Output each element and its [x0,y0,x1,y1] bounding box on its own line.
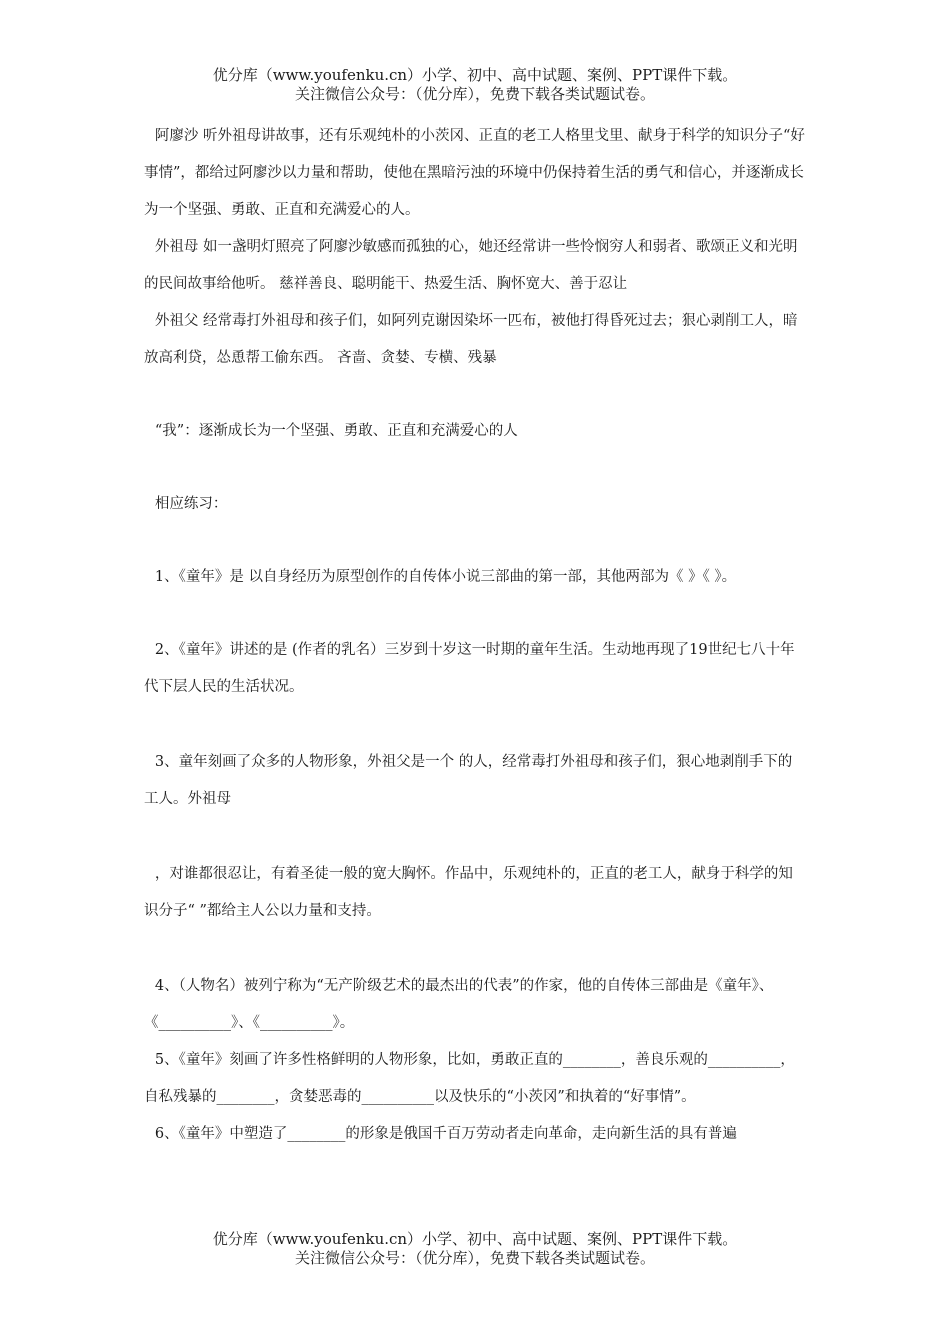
paragraph-grandmother: 外祖母 如一盏明灯照亮了阿廖沙敏感而孤独的心，她还经常讲一些怜悯穷人和弱者、歌颂正义和光明的民间故事给他听。 慈祥善良、聪明能干、热爱生活、胸怀宽大、善于忍让 [144,239,798,292]
question-1: 1、《童年》是 以自身经历为原型创作的自传体小说三部曲的第一部，其他两部为《 》《 》。 [154,569,737,585]
footer-line-2: 关注微信公众号：（优分库），免费下载各类试题试卷。 [294,1249,655,1267]
paragraph-alyosha-helpers: 阿廖沙 听外祖母讲故事，还有乐观纯朴的小茨冈、正直的老工人格里戈里、献身于科学的知识分子“好事情”，都给过阿廖沙以力量和帮助，使他在黑暗污浊的环境中仍保持着生活的勇气和信心，并逐渐成长为一个坚强、勇敢、正直和充满爱心的人。 [144,128,805,218]
header-line-2: 关注微信公众号：（优分库），免费下载各类试题试卷。 [294,85,655,103]
question-4: 4、（人物名）被列宁称为“无产阶级艺术的最杰出的代表”的作家，他的自传体三部曲是《童年》、《__________》、《__________》。 [144,978,774,1031]
question-3-part-1: 3、童年刻画了众多的人物形象，外祖父是一个 的人，经常毒打外祖母和孩子们，狠心地剥削手下的工人。外祖母 [144,754,793,807]
header-line-1: 优分库（www.youfenku.cn）小学、初中、高中试题、案例、PPT课件下载。 [212,66,738,84]
document-body [144,118,806,1153]
question-2: 2、《童年》讲述的是 (作者的乳名）三岁到十岁这一时期的童年生活。生动地再现了19世纪七八十年代下层人民的生活状况。 [144,642,795,695]
page-header [0,66,950,104]
question-6: 6、《童年》中塑造了________的形象是俄国千百万劳动者走向革命，走向新生活的具有普遍 [154,1126,737,1142]
page-footer [0,1230,950,1268]
question-3-part-2: ，对谁都很忍让，有着圣徒一般的宽大胸怀。作品中，乐观纯朴的，正直的老工人，献身于科学的知识分子“ ”都给主人公以力量和支持。 [144,866,793,919]
exercises-heading: 相应练习： [154,496,228,512]
paragraph-grandfather: 外祖父 经常毒打外祖母和孩子们，如阿列克谢因染坏一匹布，被他打得昏死过去；狠心剥削工人，暗放高利贷，怂恿帮工偷东西。 吝啬、贪婪、专横、残暴 [144,313,798,366]
paragraph-narrator: “我”：逐渐成长为一个坚强、勇敢、正直和充满爱心的人 [154,423,518,439]
footer-line-1: 优分库（www.youfenku.cn）小学、初中、高中试题、案例、PPT课件下载。 [212,1230,738,1248]
question-5: 5、《童年》刻画了许多性格鲜明的人物形象，比如，勇敢正直的________，善良乐观的__________，自私残暴的________，贪婪恶毒的__________以及快乐的“小茨冈”和执着的“好事情”。 [144,1052,795,1105]
